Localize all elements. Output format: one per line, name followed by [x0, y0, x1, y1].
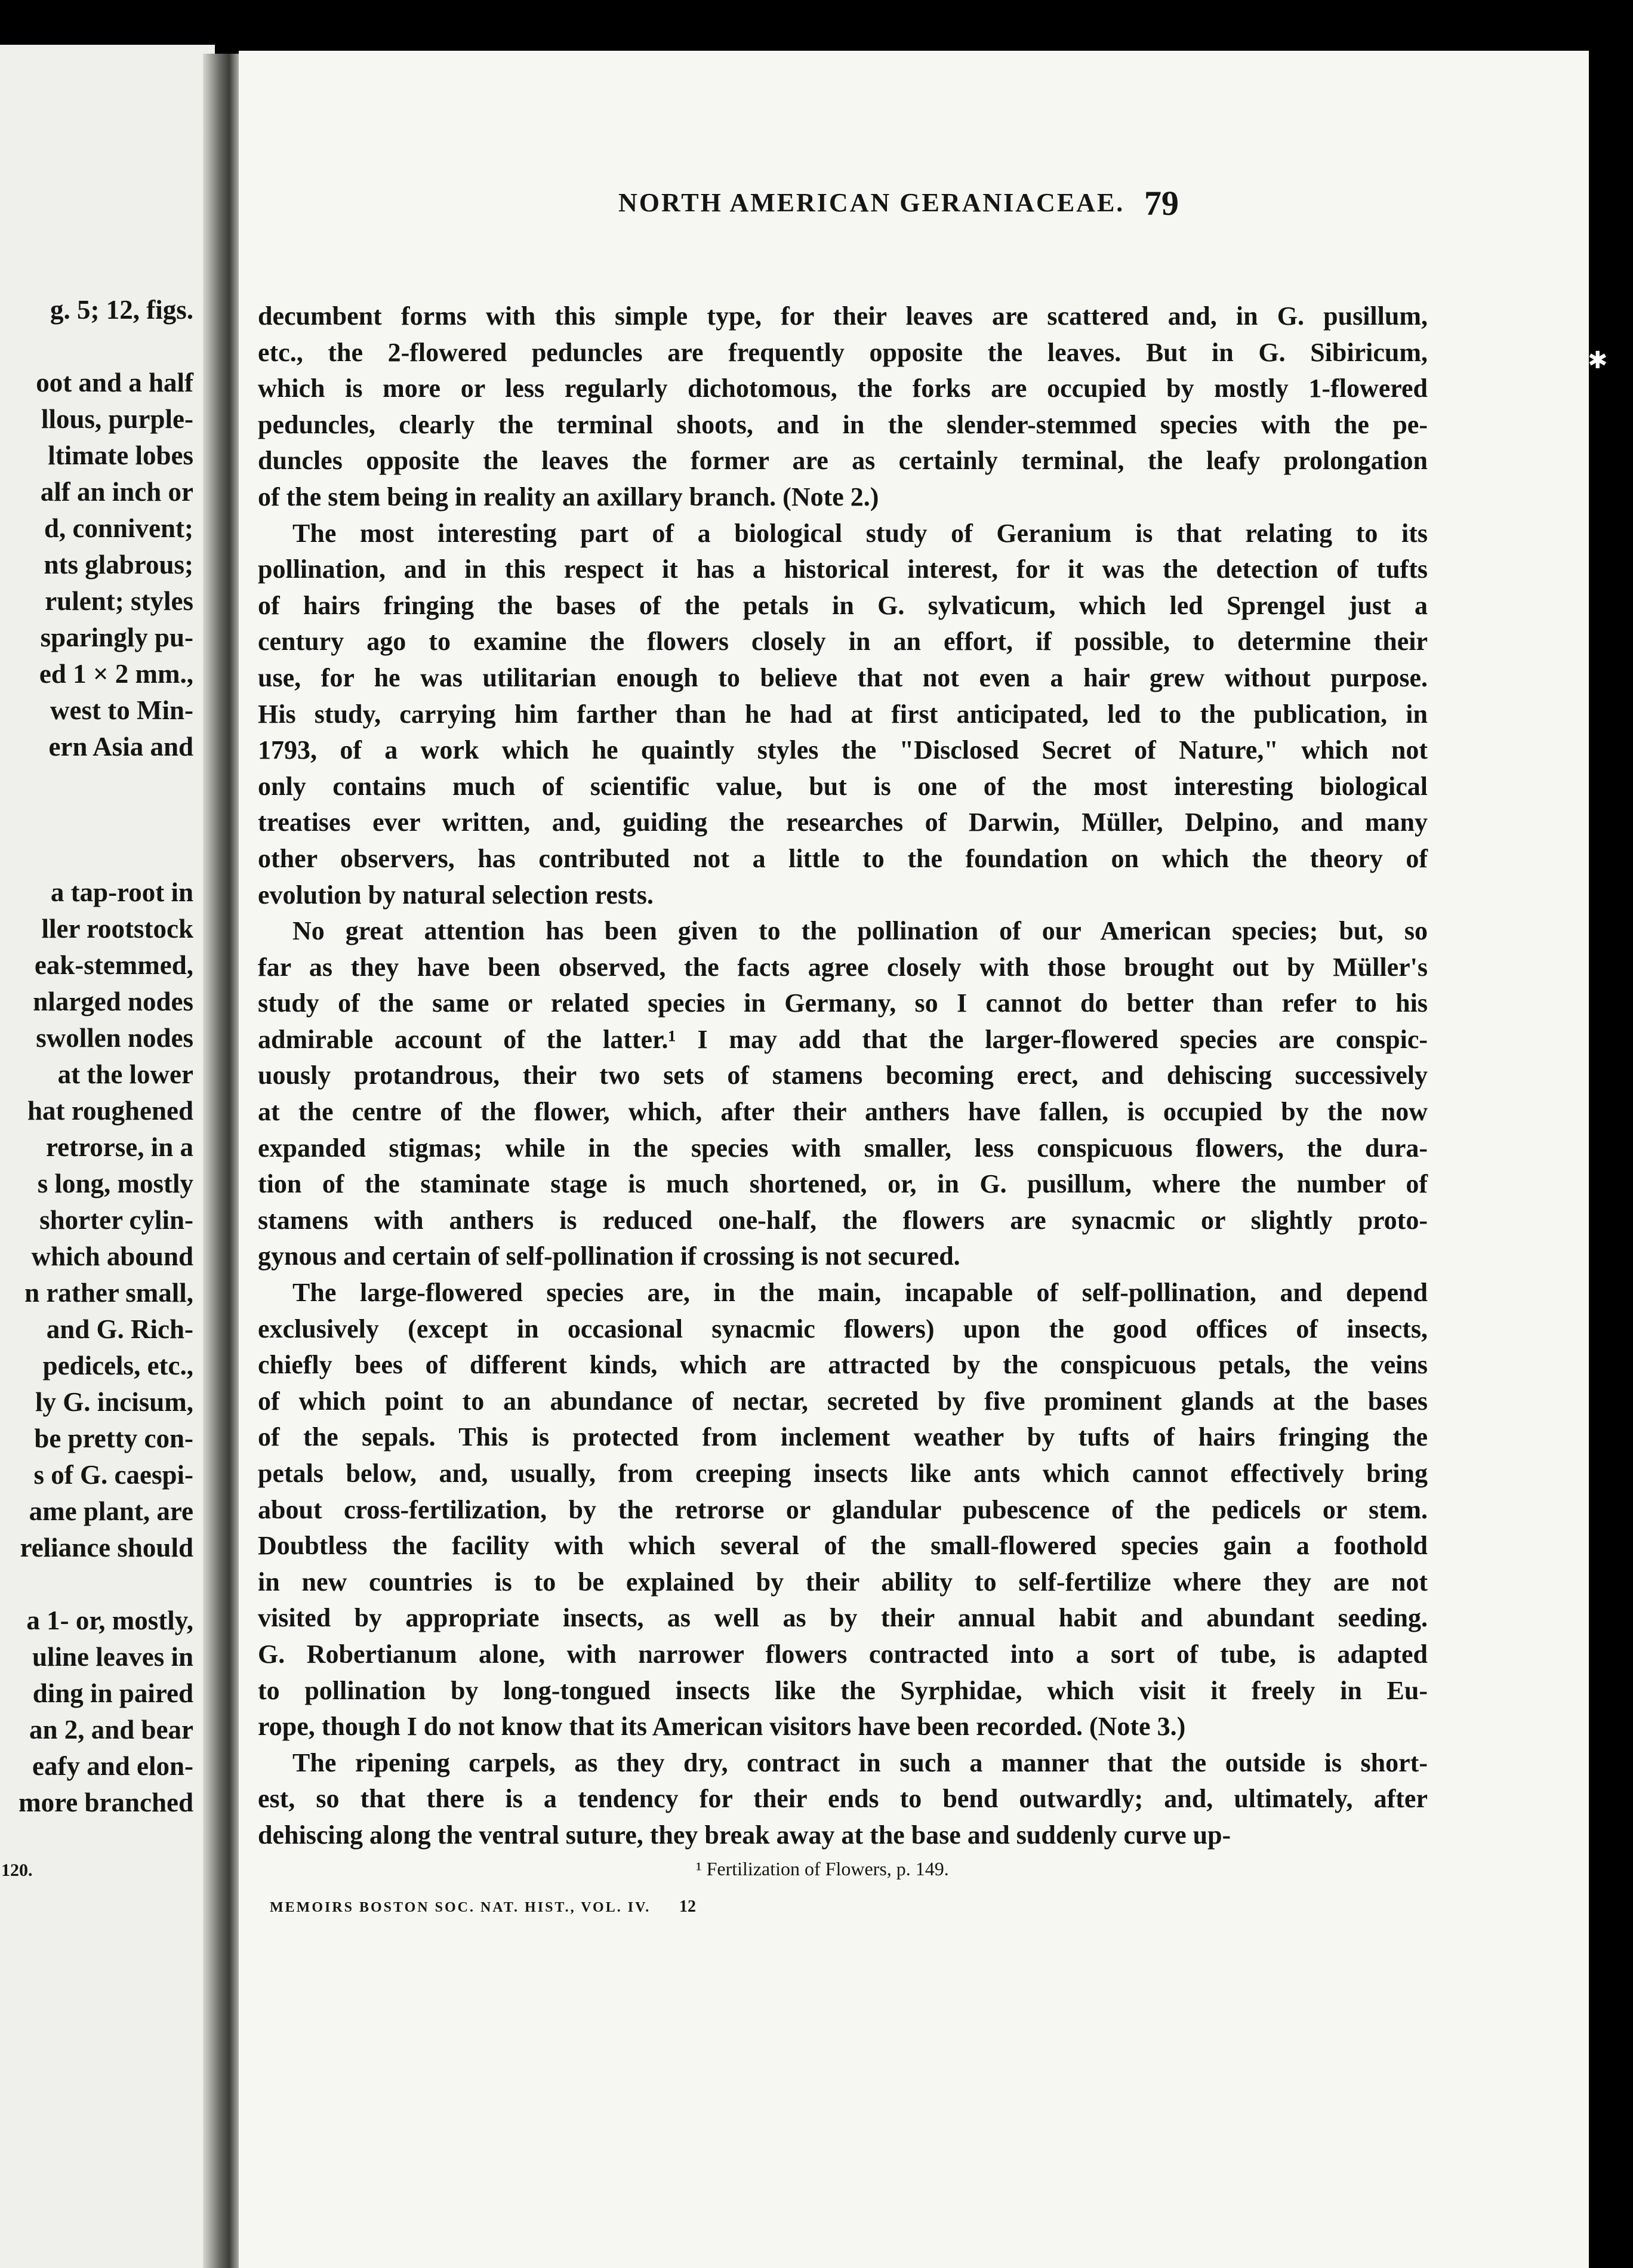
left-page-line: n rather small, — [24, 1278, 193, 1308]
left-page-line: rulent; styles — [45, 586, 193, 616]
body-line: to pollination by long-tongued insects like the Syrphidae, which visit it freely in Eu- — [258, 1675, 1428, 1705]
left-page-line: an 2, and bear — [29, 1715, 193, 1745]
body-line: of the stem being in reality an axillary branch. (Note 2.) — [258, 482, 879, 511]
left-page-line — [19, 765, 193, 802]
body-line: far as they have been observed, the facts agree closely with those brought out by Müller's — [258, 952, 1428, 982]
body-line: G. Robertianum alone, with narrower flowers contracted into a sort of tube, is adapted — [258, 1639, 1428, 1669]
left-page-text — [19, 292, 193, 1821]
body-line: treatises ever written, and, guiding the researches of Darwin, Müller, Delpino, and many — [258, 808, 1428, 837]
body-line: visited by appropriate insects, as well as by their annual habit and abundant seeding. — [258, 1603, 1428, 1633]
signature-number: 12 — [679, 1897, 696, 1916]
body-line: of hairs fringing the bases of the petals in G. sylvaticum, which led Sprengel just a — [258, 590, 1428, 620]
left-page-fragment — [0, 45, 215, 2268]
left-page-line: which abound — [31, 1241, 193, 1271]
left-page-line: eak-stemmed, — [34, 950, 193, 980]
body-line: chiefly bees of different kinds, which are attracted by the conspicuous petals, the veins — [258, 1350, 1428, 1380]
body-line: admirable account of the latter.¹ I may add that the larger-flowered species are conspic- — [258, 1024, 1428, 1054]
left-page-line — [19, 328, 193, 365]
left-page-line — [19, 802, 193, 838]
body-line: The ripening carpels, as they dry, contract in such a manner that the outside is short- — [292, 1748, 1428, 1777]
left-page-line: ding in paired — [32, 1678, 193, 1708]
left-page-line: pedicels, etc., — [42, 1351, 193, 1380]
left-page-line — [19, 838, 193, 874]
left-page-line: retrorse, in a — [45, 1132, 193, 1162]
body-line: Doubtless the facility with which several of the small-flowered species gain a foothold — [258, 1531, 1428, 1561]
left-page-line: s of G. caespi- — [33, 1460, 193, 1490]
left-page-line: a 1- or, mostly, — [26, 1606, 193, 1635]
left-page-line: ltimate lobes — [48, 440, 193, 470]
body-line: duncles opposite the leaves the former are as certainly terminal, the leafy prolongation — [258, 446, 1428, 476]
left-page-line: reliance should — [20, 1533, 193, 1563]
left-page-line: at the lower — [57, 1059, 193, 1089]
body-line: No great attention has been given to the pollination of our American species; but, so — [292, 916, 1428, 946]
body-line: tion of the staminate stage is much shortened, or, in G. pusillum, where the number of — [258, 1169, 1428, 1199]
left-page-line: ed 1 × 2 mm., — [39, 659, 193, 689]
left-page-line: more branched — [19, 1788, 193, 1817]
running-title: NORTH AMERICAN GERANIACEAE. — [618, 188, 1125, 217]
left-page-line: nts glabrous; — [44, 550, 193, 580]
body-line: of the sepals. This is protected from inclement weather by tufts of hairs fringing the — [258, 1422, 1428, 1452]
body-line: century ago to examine the flowers closely in an effort, if possible, to determine their — [258, 627, 1428, 657]
body-line: other observers, has contributed not a little to the foundation on which the theory of — [258, 843, 1428, 873]
body-line: gynous and certain of self-pollination if crossing is not secured. — [258, 1241, 960, 1271]
body-line: expanded stigmas; while in the species with smaller, less conspicuous flowers, the dura- — [258, 1133, 1428, 1163]
body-line: est, so that there is a tendency for their ends to bend outwardly; and, ultimately, after — [258, 1784, 1428, 1814]
footnote: ¹ Fertilization of Flowers, p. 149. — [696, 1858, 949, 1879]
body-line: stamens with anthers is reduced one-half, the flowers are synacmic or slightly proto- — [258, 1205, 1428, 1235]
body-text — [258, 298, 1428, 1854]
left-page-line: g. 5; 12, figs. — [50, 295, 193, 325]
body-line: decumbent forms with this simple type, for their leaves are scattered and, in G. pusillum, — [258, 301, 1428, 331]
left-page-line: oot and a half — [36, 368, 193, 397]
left-page-line: and G. Rich- — [46, 1314, 193, 1344]
body-line: 1793, of a work which he quaintly styles the "Disclosed Secret of Nature," which not — [258, 735, 1428, 765]
left-page-line: s long, mostly — [37, 1169, 193, 1198]
left-page-line: shorter cylin- — [39, 1205, 193, 1235]
body-line: in new countries is to be explained by their ability to self-fertilize where they are not — [258, 1567, 1428, 1597]
left-page-line: sparingly pu- — [40, 623, 193, 652]
body-line: dehiscing along the ventral suture, they break away at the base and suddenly curve up- — [258, 1820, 1231, 1850]
left-page-line — [19, 1566, 193, 1603]
left-page-line: alf an inch or — [40, 477, 193, 507]
body-line: which is more or less regularly dichotomous, the forks are occupied by mostly 1-flowered — [258, 374, 1428, 403]
scan-speck: ✱ — [1588, 347, 1608, 374]
left-page-line: nlarged nodes — [33, 987, 193, 1016]
body-line: study of the same or related species in Germany, so I cannot do better than refer to his — [258, 988, 1428, 1018]
left-page-line: swollen nodes — [36, 1023, 193, 1053]
body-line: of which point to an abundance of nectar, secreted by five prominent glands at the bases — [258, 1386, 1428, 1416]
body-line: etc., the 2-flowered peduncles are frequently opposite the leaves. But in G. Sibiricum, — [258, 337, 1428, 367]
body-line: exclusively (except in occasional synacmic flowers) upon the good offices of insects, — [258, 1314, 1428, 1343]
page-number: 79 — [1144, 184, 1179, 223]
body-line: His study, carrying him farther than he had at first anticipated, led to the publication, in — [258, 699, 1428, 729]
body-line: The most interesting part of a biological study of Geranium is that relating to its — [292, 518, 1428, 548]
left-page-line: eafy and elon- — [32, 1751, 193, 1781]
body-line: use, for he was utilitarian enough to believe that not even a hair grew without purpose. — [258, 662, 1428, 692]
left-page-line: ame plant, are — [29, 1496, 193, 1526]
left-page-line: d, connivent; — [44, 513, 193, 543]
left-page-line: be pretty con- — [34, 1423, 193, 1453]
left-page-line: ller rootstock — [41, 914, 193, 944]
left-page-line: llous, purple- — [41, 404, 193, 434]
left-page-line: hat roughened — [27, 1096, 193, 1126]
body-line: peduncles, clearly the terminal shoots, and in the slender-stemmed species with the pe- — [258, 409, 1428, 439]
left-page-line: ly G. incisum, — [35, 1387, 193, 1417]
body-line: uously protandrous, their two sets of stamens becoming erect, and dehiscing successively — [258, 1061, 1428, 1090]
left-page-line: ern Asia and — [48, 732, 193, 762]
body-line: pollination, and in this respect it has a historical interest, for it was the detection of tufts — [258, 554, 1428, 584]
signature-line: MEMOIRS BOSTON SOC. NAT. HIST., VOL. IV. — [270, 1900, 651, 1915]
body-line: petals below, and, usually, from creeping insects like ants which cannot effectively bring — [258, 1459, 1428, 1488]
left-page-footer: 120. — [1, 1860, 33, 1880]
body-line: evolution by natural selection rests. — [258, 880, 654, 910]
body-line: The large-flowered species are, in the main, incapable of self-pollination, and depend — [292, 1278, 1428, 1308]
body-line: rope, though I do not know that its American visitors have been recorded. (Note 3.) — [258, 1712, 1186, 1742]
body-line: about cross-fertilization, by the retrorse or glandular pubescence of the pedicels or stem. — [258, 1494, 1428, 1524]
left-page-line: uline leaves in — [32, 1642, 193, 1672]
left-page-line: west to Min- — [50, 695, 193, 725]
left-page-line: a tap-root in — [50, 877, 193, 907]
body-line: only contains much of scientific value, but is one of the most interesting biological — [258, 771, 1428, 801]
body-line: at the centre of the flower, which, after their anthers have fallen, is occupied by the now — [258, 1097, 1428, 1127]
